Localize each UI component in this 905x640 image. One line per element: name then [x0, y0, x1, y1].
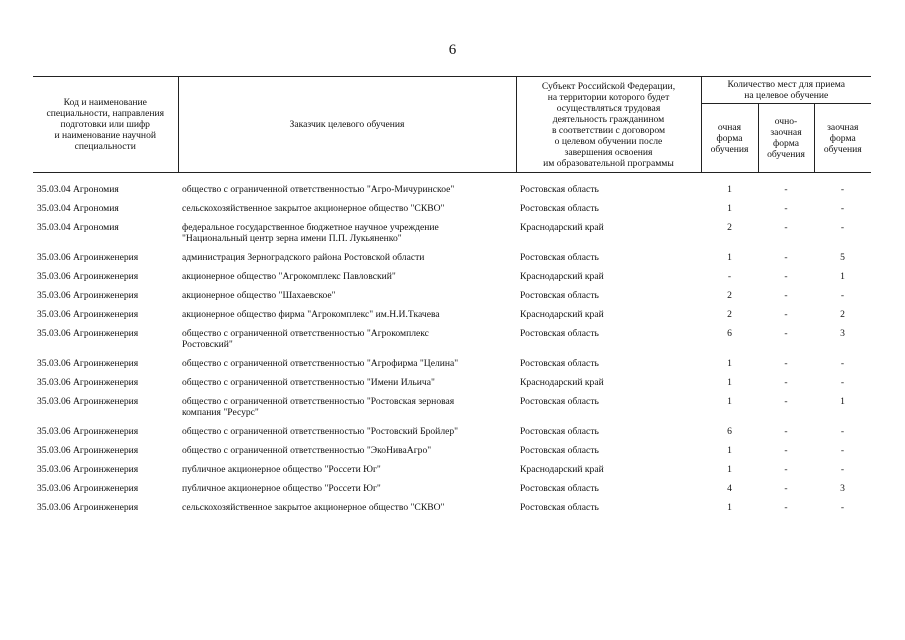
extramural-count: -: [840, 290, 845, 301]
customer-line: акционерное общество "Агрокомплекс Павловский": [182, 271, 396, 282]
customer-cell: [178, 267, 516, 286]
header-line: обучения: [767, 149, 805, 160]
region-cell: Ростовская область: [520, 252, 599, 263]
code-cell: 35.03.06 Агроинженерия: [37, 377, 139, 388]
customer-cell: [178, 248, 516, 267]
table-row: [33, 286, 871, 305]
part-time-count: -: [784, 502, 788, 513]
extramural-count: -: [840, 445, 845, 456]
table-row: [33, 199, 871, 218]
table-row: [33, 460, 871, 479]
part-time-count: -: [784, 464, 788, 475]
part-time-count: -: [784, 483, 788, 494]
code-cell: 35.03.06 Агроинженерия: [37, 445, 139, 456]
header-line: и наименование научной: [54, 130, 156, 141]
part-time-count: -: [784, 184, 788, 195]
extramural-count: -: [840, 426, 845, 437]
full-time-count: 1: [727, 464, 732, 475]
extramural-count: 1: [840, 271, 845, 282]
customer-line: акционерное общество "Шахаевское": [182, 290, 336, 301]
code-cell: 35.03.06 Агроинженерия: [37, 328, 139, 339]
part-time-count: -: [784, 252, 788, 263]
region-cell: Ростовская область: [520, 358, 599, 369]
extramural-count: 1: [840, 396, 845, 407]
table-row: [33, 441, 871, 460]
part-time-count: -: [784, 396, 788, 407]
extramural-count: 3: [840, 328, 845, 339]
code-cell: 35.03.06 Агроинженерия: [37, 271, 139, 282]
extramural-count: -: [840, 184, 845, 195]
part-time-count: -: [784, 445, 788, 456]
full-time-count: 1: [727, 396, 732, 407]
full-time-count: 1: [727, 377, 732, 388]
full-time-count: 6: [727, 426, 732, 437]
header-line: им образовательной программы: [543, 158, 674, 169]
full-time-count: 1: [727, 184, 732, 195]
full-time-count: 1: [727, 252, 732, 263]
customer-cell: [178, 305, 516, 324]
table-row: [33, 180, 871, 199]
header-code: [33, 77, 178, 173]
region-cell: Краснодарский край: [520, 464, 604, 475]
customer-line: публичное акционерное общество "Россети Юг": [182, 483, 381, 494]
code-cell: 35.03.04 Агрономия: [37, 184, 119, 195]
customer-cell: [178, 373, 516, 392]
code-cell: 35.03.06 Агроинженерия: [37, 290, 139, 301]
part-time-count: -: [784, 290, 788, 301]
region-cell: Ростовская область: [520, 445, 599, 456]
code-cell: 35.03.06 Агроинженерия: [37, 358, 139, 369]
header-line: специальности, направления: [46, 108, 165, 119]
header-line: заочная: [827, 121, 859, 133]
region-cell: Краснодарский край: [520, 222, 604, 233]
customer-line: публичное акционерное общество "Россети Юг": [182, 464, 381, 475]
header-line: форма: [716, 132, 743, 144]
header-line: на целевое обучение: [744, 90, 829, 101]
header-extramural: [814, 104, 871, 173]
header-line: Количество мест для приема: [727, 79, 845, 90]
customer-cell: [178, 498, 516, 517]
customer-cell: [178, 422, 516, 441]
customer-line: общество с ограниченной ответственностью "Имени Ильича": [182, 377, 435, 388]
page-number: 6: [448, 42, 457, 58]
header-line: осуществляться трудовая: [556, 103, 661, 114]
customer-cell: [178, 218, 516, 248]
extramural-count: 2: [840, 309, 845, 320]
region-cell: Ростовская область: [520, 290, 599, 301]
customer-cell: [178, 199, 516, 218]
header-customer: Заказчик целевого обучения: [178, 77, 516, 173]
customer-cell: [178, 441, 516, 460]
extramural-count: -: [840, 203, 845, 214]
part-time-count: -: [784, 377, 788, 388]
customer-line: компания "Ресурс": [182, 407, 259, 418]
region-cell: Ростовская область: [520, 502, 599, 513]
code-cell: 35.03.06 Агроинженерия: [37, 252, 139, 263]
customer-line: общество с ограниченной ответственностью "ЭкоНиваАгро": [182, 445, 432, 456]
full-time-count: 2: [727, 222, 732, 233]
customer-line: федеральное государственное бюджетное научное учреждение: [182, 222, 439, 233]
customer-line: общество с ограниченной ответственностью "Ростовская зерновая: [182, 396, 455, 407]
part-time-count: -: [784, 426, 788, 437]
extramural-count: 5: [840, 252, 845, 263]
full-time-count: 1: [727, 502, 732, 513]
part-time-count: -: [784, 309, 788, 320]
customer-cell: [178, 180, 516, 199]
region-cell: Краснодарский край: [520, 271, 604, 282]
region-cell: Ростовская область: [520, 184, 599, 195]
table-row: [33, 373, 871, 392]
header-line: очно-: [774, 116, 798, 127]
code-cell: 35.03.06 Агроинженерия: [37, 483, 139, 494]
customer-line: акционерное общество фирма "Агрокомплекс" им.Н.И.Ткачева: [182, 309, 440, 320]
table-row: [33, 248, 871, 267]
header-line: подготовки или шифр: [60, 119, 150, 130]
customer-line: сельскохозяйственное закрытое акционерное общество "СКВО": [182, 203, 445, 214]
table-row: [33, 218, 871, 248]
customer-line: общество с ограниченной ответственностью "Агрокомплекс: [182, 328, 429, 339]
header-line: Субъект Российской Федерации,: [541, 81, 676, 92]
customer-cell: [178, 324, 516, 354]
customer-cell: [178, 286, 516, 305]
full-time-count: -: [727, 271, 732, 282]
extramural-count: -: [840, 464, 845, 475]
full-time-count: 2: [727, 309, 732, 320]
customer-cell: [178, 392, 516, 422]
header-region: [516, 77, 701, 173]
part-time-count: -: [784, 222, 788, 233]
region-cell: Ростовская область: [520, 328, 599, 339]
full-time-count: 4: [727, 483, 732, 494]
header-places: [701, 77, 871, 104]
customer-line: общество с ограниченной ответственностью "Агрофирма "Целина": [182, 358, 459, 369]
full-time-count: 1: [727, 445, 732, 456]
header-line: заочная: [770, 127, 802, 138]
header-line: в соответствии с договором: [551, 125, 666, 136]
part-time-count: -: [784, 271, 788, 282]
header-part-time: [758, 104, 814, 173]
extramural-count: -: [840, 502, 845, 513]
part-time-count: -: [784, 358, 788, 369]
customer-cell: [178, 354, 516, 373]
header-line: на территории которого будет: [547, 92, 670, 103]
header-line: форма: [773, 138, 799, 149]
header-line: Код и наименование: [63, 97, 147, 108]
customer-cell: [178, 479, 516, 498]
header-line: о целевом обучении после: [554, 136, 663, 147]
table-row: [33, 392, 871, 422]
header-full-time: [701, 104, 758, 173]
code-cell: 35.03.04 Агрономия: [37, 222, 119, 233]
full-time-count: 1: [727, 358, 732, 369]
code-cell: 35.03.06 Агроинженерия: [37, 396, 139, 407]
customer-line: сельскохозяйственное закрытое акционерное общество "СКВО": [182, 502, 445, 513]
extramural-count: -: [840, 358, 845, 369]
region-cell: Ростовская область: [520, 426, 599, 437]
header-line: форма: [829, 132, 856, 144]
table-body: [33, 173, 871, 518]
full-time-count: 6: [727, 328, 732, 339]
table-row: [33, 498, 871, 517]
table-row: [33, 422, 871, 441]
header-line: очная: [717, 121, 742, 133]
part-time-count: -: [784, 203, 788, 214]
code-cell: 35.03.06 Агроинженерия: [37, 309, 139, 320]
header-line: специальности: [74, 141, 136, 152]
header-line: завершения освоения: [564, 147, 653, 158]
region-cell: Краснодарский край: [520, 377, 604, 388]
region-cell: Ростовская область: [520, 203, 599, 214]
customer-line: Ростовский": [182, 339, 233, 350]
header-line: обучения: [823, 143, 862, 155]
full-time-count: 1: [727, 203, 732, 214]
header-line: обучения: [710, 143, 749, 155]
customer-line: общество с ограниченной ответственностью "Ростовский Бройлер": [182, 426, 459, 437]
target-training-table: [33, 76, 871, 517]
customer-line: общество с ограниченной ответственностью "Агро-Мичуринское": [182, 184, 455, 195]
region-cell: Краснодарский край: [520, 309, 604, 320]
extramural-count: -: [840, 222, 845, 233]
extramural-count: -: [840, 377, 845, 388]
table-row: [33, 267, 871, 286]
code-cell: 35.03.06 Агроинженерия: [37, 426, 139, 437]
code-cell: 35.03.04 Агрономия: [37, 203, 119, 214]
table-row: [33, 479, 871, 498]
customer-line: "Национальный центр зерна имени П.П. Лукьяненко": [182, 233, 402, 244]
customer-cell: [178, 460, 516, 479]
table-row: [33, 305, 871, 324]
region-cell: Ростовская область: [520, 483, 599, 494]
extramural-count: 3: [840, 483, 845, 494]
part-time-count: -: [784, 328, 788, 339]
region-cell: Ростовская область: [520, 396, 599, 407]
code-cell: 35.03.06 Агроинженерия: [37, 464, 139, 475]
table-row: [33, 354, 871, 373]
full-time-count: 2: [727, 290, 732, 301]
customer-line: администрация Зерноградского района Ростовской области: [182, 252, 425, 263]
code-cell: 35.03.06 Агроинженерия: [37, 502, 139, 513]
header-line: деятельность гражданином: [552, 114, 665, 125]
table-row: [33, 324, 871, 354]
